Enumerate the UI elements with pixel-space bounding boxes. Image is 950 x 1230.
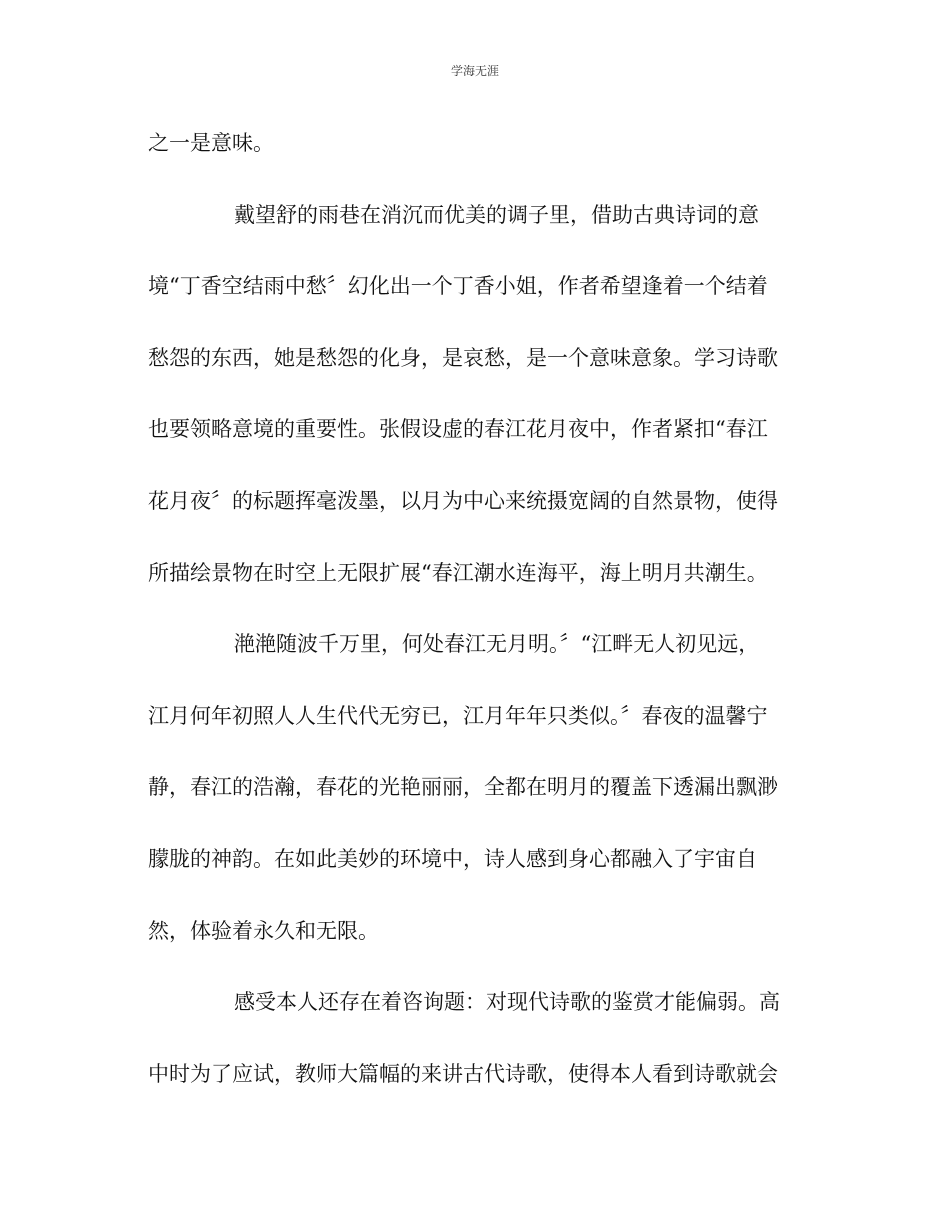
text-line: 戴望舒的雨巷在消沉而优美的调子里，借助古典诗词的意	[234, 202, 759, 227]
text-line: 中时为了应试，教师大篇幅的来讲古代诗歌，使得本人看到诗歌就会	[148, 1061, 778, 1086]
text-line: 境“丁香空结雨中愁〞幻化出一个丁香小姐，作者希望逢着一个结着	[148, 274, 768, 299]
text-line: 江月何年初照人人生代代无穷已，江月年年只类似。〞春夜的温馨宁	[148, 703, 768, 728]
text-line: 之一是意味。	[148, 131, 274, 155]
document-body	[148, 118, 808, 1120]
text-line: 愁怨的东西，她是愁怨的化身，是哀愁，是一个意味意象。学习诗歌	[148, 345, 778, 370]
text-line: 静，春江的浩瀚，春花的光艳丽丽，全都在明月的覆盖下透漏出飘渺	[148, 775, 778, 800]
text-line: 然，体验着永久和无限。	[148, 918, 379, 943]
text-line: 朦胧的神韵。在如此美妙的环境中，诗人感到身心都融入了宇宙自	[148, 846, 757, 871]
text-line: 也要领略意境的重要性。张假设虚的春江花月夜中，作者紧扣“春江	[148, 417, 768, 442]
text-line: 感受本人还存在着咨询题：对现代诗歌的鉴赏才能偏弱。高	[234, 990, 780, 1015]
text-line: 所描绘景物在时空上无限扩展“春江潮水连海平，海上明月共潮生。	[148, 560, 768, 585]
page-header: 学海无涯	[450, 64, 499, 78]
text-line: 花月夜〞的标题挥毫泼墨，以月为中心来统摄宽阔的自然景物，使得	[148, 488, 778, 513]
text-line: 滟滟随波千万里，何处春江无月明。〞“江畔无人初见远，	[234, 632, 760, 657]
